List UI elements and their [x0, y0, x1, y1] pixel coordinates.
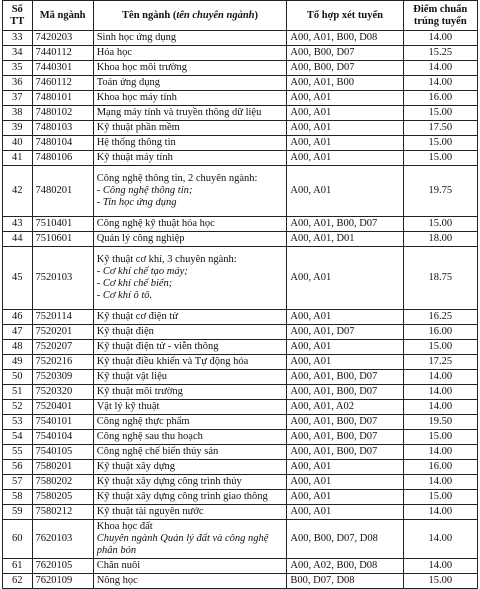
- table-row: [3, 310, 478, 325]
- cell-code: 7520216: [32, 355, 93, 370]
- table-row: [3, 559, 478, 574]
- cell-name: [93, 31, 287, 46]
- cell-stt: 51: [3, 385, 33, 400]
- major-name: Kỹ thuật xây dựng công trình thủy: [96, 476, 242, 487]
- specialization-item: - Cơ khí chế biến;: [96, 278, 173, 289]
- table-row: [3, 31, 478, 46]
- cell-score: 17.25: [403, 355, 477, 370]
- cell-code: 7520103: [32, 247, 93, 310]
- table-row: [3, 355, 478, 370]
- cell-combo: A00, A01: [287, 121, 403, 136]
- table-row: [3, 232, 478, 247]
- cell-stt: 57: [3, 475, 33, 490]
- table-row: [3, 247, 478, 310]
- major-name: Kỹ thuật tài nguyên nước: [96, 506, 204, 517]
- cell-combo: A00, B00, D07: [287, 46, 403, 61]
- table-row: [3, 325, 478, 340]
- table-row: [3, 166, 478, 217]
- specialization-item: - Cơ khí ô tô.: [96, 290, 153, 301]
- cell-combo: A00, A01: [287, 505, 403, 520]
- table-row: [3, 574, 478, 589]
- cell-combo: A00, A01: [287, 475, 403, 490]
- cell-stt: 41: [3, 151, 33, 166]
- specialization-item: - Công nghệ thông tin;: [96, 185, 193, 196]
- header-name: [93, 1, 287, 31]
- cell-code: 7480103: [32, 121, 93, 136]
- header-score: Điểm chuẩn trúng tuyển: [403, 1, 477, 31]
- major-name: Kỹ thuật cơ khí, 3 chuyên ngành:: [96, 254, 237, 265]
- cell-combo: A00, A01: [287, 106, 403, 121]
- cell-combo: A00, A01: [287, 355, 403, 370]
- table-row: [3, 400, 478, 415]
- cell-stt: 36: [3, 76, 33, 91]
- major-name: Kỹ thuật máy tính: [96, 152, 173, 163]
- cell-name: [93, 121, 287, 136]
- cell-score: 16.00: [403, 91, 477, 106]
- cell-score: 15.00: [403, 340, 477, 355]
- cell-code: 7540101: [32, 415, 93, 430]
- table-row: [3, 475, 478, 490]
- cell-code: 7520114: [32, 310, 93, 325]
- cell-combo: A00, A01, D01: [287, 232, 403, 247]
- table-row: [3, 430, 478, 445]
- cell-code: 7480106: [32, 151, 93, 166]
- cell-combo: A00, A01: [287, 490, 403, 505]
- major-name: Kỹ thuật xây dựng: [96, 461, 176, 472]
- cell-code: 7580205: [32, 490, 93, 505]
- cell-name: [93, 355, 287, 370]
- major-name: Kỹ thuật môi trường: [96, 386, 183, 397]
- cell-combo: A00, A01: [287, 151, 403, 166]
- cell-stt: 53: [3, 415, 33, 430]
- cell-name: [93, 325, 287, 340]
- cell-combo: A00, A01, B00, D07: [287, 445, 403, 460]
- cell-name: [93, 415, 287, 430]
- table-row: [3, 91, 478, 106]
- table-row: [3, 415, 478, 430]
- cell-stt: 35: [3, 61, 33, 76]
- cell-name: [93, 310, 287, 325]
- cell-name: [93, 460, 287, 475]
- cell-name: [93, 106, 287, 121]
- major-name: Kỹ thuật cơ điện tử: [96, 311, 178, 322]
- cell-stt: 54: [3, 430, 33, 445]
- cell-code: 7480104: [32, 136, 93, 151]
- cell-score: 14.00: [403, 76, 477, 91]
- table-row: [3, 151, 478, 166]
- table-row: [3, 121, 478, 136]
- cell-stt: 59: [3, 505, 33, 520]
- cell-code: 7510601: [32, 232, 93, 247]
- cell-score: 18.00: [403, 232, 477, 247]
- cell-name: [93, 475, 287, 490]
- cell-name: [93, 151, 287, 166]
- cell-stt: 43: [3, 217, 33, 232]
- header-combo: Tổ hợp xét tuyển: [287, 1, 403, 31]
- cell-score: 19.75: [403, 166, 477, 217]
- cell-score: 15.25: [403, 46, 477, 61]
- header-name-end: ): [254, 9, 259, 21]
- table-row: [3, 505, 478, 520]
- cell-code: 7460112: [32, 76, 93, 91]
- cell-combo: A00, A01, B00, D07: [287, 385, 403, 400]
- cell-score: 14.00: [403, 370, 477, 385]
- major-name: Kỹ thuật vật liệu: [96, 371, 167, 382]
- cell-name: [93, 61, 287, 76]
- cell-stt: 60: [3, 520, 33, 559]
- cell-score: 14.00: [403, 400, 477, 415]
- major-name: Hệ thống thông tin: [96, 137, 176, 148]
- major-name: Hóa học: [96, 47, 132, 58]
- cell-combo: A00, A01, B00, D07: [287, 217, 403, 232]
- cell-name: [93, 559, 287, 574]
- cell-stt: 47: [3, 325, 33, 340]
- cell-score: 17.50: [403, 121, 477, 136]
- cell-score: 15.00: [403, 430, 477, 445]
- cell-stt: 42: [3, 166, 33, 217]
- major-name: Quản lý công nghiệp: [96, 233, 185, 244]
- cell-score: 16.00: [403, 460, 477, 475]
- cell-score: 14.00: [403, 445, 477, 460]
- cell-name: [93, 400, 287, 415]
- cell-code: 7540105: [32, 445, 93, 460]
- cell-combo: A00, A02, B00, D08: [287, 559, 403, 574]
- cell-combo: A00, A01: [287, 340, 403, 355]
- cell-stt: 58: [3, 490, 33, 505]
- cell-stt: 46: [3, 310, 33, 325]
- cell-stt: 44: [3, 232, 33, 247]
- major-name: Công nghệ sau thu hoạch: [96, 431, 203, 442]
- table-row: [3, 217, 478, 232]
- cell-combo: A00, B00, D07: [287, 61, 403, 76]
- cell-name: [93, 46, 287, 61]
- major-name: Kỹ thuật điện: [96, 326, 154, 337]
- cell-name: [93, 574, 287, 589]
- cell-score: 15.00: [403, 151, 477, 166]
- cell-name: [93, 340, 287, 355]
- cell-code: 7480101: [32, 91, 93, 106]
- major-name: Công nghệ chế biến thủy sản: [96, 446, 219, 457]
- admission-scores-document: [2, 0, 478, 589]
- cell-combo: A00, B00, D07, D08: [287, 520, 403, 559]
- cell-name: [93, 232, 287, 247]
- cell-score: 15.00: [403, 136, 477, 151]
- cell-name: [93, 370, 287, 385]
- cell-score: 19.50: [403, 415, 477, 430]
- cell-stt: 38: [3, 106, 33, 121]
- cell-code: 7620109: [32, 574, 93, 589]
- major-name: Công nghệ thực phẩm: [96, 416, 190, 427]
- cell-name: [93, 76, 287, 91]
- cell-stt: 40: [3, 136, 33, 151]
- cell-name: [93, 445, 287, 460]
- cell-score: 15.00: [403, 574, 477, 589]
- cell-score: 16.00: [403, 325, 477, 340]
- major-name: Kỹ thuật điện tử - viễn thông: [96, 341, 219, 352]
- cell-stt: 52: [3, 400, 33, 415]
- cell-name: [93, 166, 287, 217]
- cell-combo: A00, A01, B00, D08: [287, 31, 403, 46]
- major-name: Kỹ thuật phần mềm: [96, 122, 180, 133]
- table-row: [3, 520, 478, 559]
- cell-combo: B00, D07, D08: [287, 574, 403, 589]
- cell-name: [93, 505, 287, 520]
- cell-stt: 55: [3, 445, 33, 460]
- cell-stt: 33: [3, 31, 33, 46]
- major-name: Chăn nuôi: [96, 560, 141, 571]
- cell-code: 7440301: [32, 61, 93, 76]
- cell-score: 14.00: [403, 475, 477, 490]
- cell-score: 16.25: [403, 310, 477, 325]
- cell-name: [93, 520, 287, 559]
- cell-code: 7580212: [32, 505, 93, 520]
- cell-score: 14.00: [403, 61, 477, 76]
- cell-code: 7480201: [32, 166, 93, 217]
- cell-score: 14.00: [403, 520, 477, 559]
- cell-name: [93, 490, 287, 505]
- cell-code: 7420203: [32, 31, 93, 46]
- cell-code: 7540104: [32, 430, 93, 445]
- major-name: Khoa học đất: [96, 521, 153, 532]
- cell-combo: A00, A01, B00, D07: [287, 415, 403, 430]
- cell-score: 15.00: [403, 106, 477, 121]
- cell-code: 7520207: [32, 340, 93, 355]
- cell-score: 14.00: [403, 385, 477, 400]
- cell-stt: 49: [3, 355, 33, 370]
- cell-combo: A00, A01: [287, 460, 403, 475]
- cell-score: 14.00: [403, 559, 477, 574]
- major-name: Khoa học máy tính: [96, 92, 177, 103]
- cell-combo: A00, A01: [287, 91, 403, 106]
- major-name: Nông học: [96, 575, 138, 586]
- table-row: [3, 490, 478, 505]
- table-row: [3, 46, 478, 61]
- major-name: Sinh học ứng dụng: [96, 32, 177, 43]
- cell-score: 15.00: [403, 217, 477, 232]
- cell-code: 7520201: [32, 325, 93, 340]
- cell-stt: 50: [3, 370, 33, 385]
- major-name: Công nghệ thông tin, 2 chuyên ngành:: [96, 173, 258, 184]
- cell-score: 14.00: [403, 505, 477, 520]
- cell-stt: 62: [3, 574, 33, 589]
- cell-combo: A00, A01: [287, 310, 403, 325]
- cell-score: 15.00: [403, 490, 477, 505]
- cell-combo: A00, A01: [287, 136, 403, 151]
- cell-combo: A00, A01, A02: [287, 400, 403, 415]
- specialization-item: - Tin học ứng dụng: [96, 197, 177, 208]
- table-row: [3, 61, 478, 76]
- major-name: Kỹ thuật điều khiển và Tự động hóa: [96, 356, 249, 367]
- major-name: Kỹ thuật xây dựng công trình giao thông: [96, 491, 268, 502]
- specialization-item: - Cơ khí chế tạo máy;: [96, 266, 188, 277]
- cell-stt: 37: [3, 91, 33, 106]
- cell-stt: 56: [3, 460, 33, 475]
- table-row: [3, 370, 478, 385]
- cell-code: 7440112: [32, 46, 93, 61]
- table-header-row: [3, 1, 478, 31]
- cell-score: 18.75: [403, 247, 477, 310]
- cell-name: [93, 91, 287, 106]
- cell-name: [93, 430, 287, 445]
- cell-stt: 45: [3, 247, 33, 310]
- table-row: [3, 340, 478, 355]
- cell-stt: 39: [3, 121, 33, 136]
- table-row: [3, 136, 478, 151]
- major-name: Công nghệ kỹ thuật hóa học: [96, 218, 215, 229]
- cell-score: 14.00: [403, 31, 477, 46]
- cell-name: [93, 385, 287, 400]
- cell-combo: A00, A01: [287, 166, 403, 217]
- cell-code: 7520309: [32, 370, 93, 385]
- cell-name: [93, 217, 287, 232]
- table-row: [3, 385, 478, 400]
- header-stt: Số TT: [3, 1, 33, 31]
- cell-combo: A00, A01, D07: [287, 325, 403, 340]
- cell-name: [93, 247, 287, 310]
- cell-stt: 48: [3, 340, 33, 355]
- major-name: Mạng máy tính và truyền thông dữ liệu: [96, 107, 262, 118]
- table-row: [3, 445, 478, 460]
- table-row: [3, 460, 478, 475]
- table-row: [3, 76, 478, 91]
- cell-code: 7580201: [32, 460, 93, 475]
- specialization-item: Chuyên ngành Quản lý đất và công nghệ phân bón: [96, 533, 269, 556]
- cell-code: 7580202: [32, 475, 93, 490]
- cell-stt: 61: [3, 559, 33, 574]
- cell-stt: 34: [3, 46, 33, 61]
- table-row: [3, 106, 478, 121]
- cell-combo: A00, A01, B00, D07: [287, 370, 403, 385]
- major-name: Khoa học môi trường: [96, 62, 187, 73]
- cell-combo: A00, A01, B00: [287, 76, 403, 91]
- cell-code: 7520320: [32, 385, 93, 400]
- major-name: Vật lý kỹ thuật: [96, 401, 160, 412]
- cell-code: 7520401: [32, 400, 93, 415]
- admission-scores-table: [2, 0, 478, 589]
- table-body: [3, 31, 478, 589]
- cell-code: 7620105: [32, 559, 93, 574]
- cell-name: [93, 136, 287, 151]
- major-name: Toán ứng dụng: [96, 77, 160, 88]
- header-name-italic: tên chuyên ngành: [176, 9, 255, 21]
- cell-combo: A00, A01, B00, D07: [287, 430, 403, 445]
- cell-code: 7480102: [32, 106, 93, 121]
- cell-code: 7510401: [32, 217, 93, 232]
- header-code: Mã ngành: [32, 1, 93, 31]
- header-name-main: Tên ngành (: [122, 9, 177, 21]
- cell-code: 7620103: [32, 520, 93, 559]
- cell-combo: A00, A01: [287, 247, 403, 310]
